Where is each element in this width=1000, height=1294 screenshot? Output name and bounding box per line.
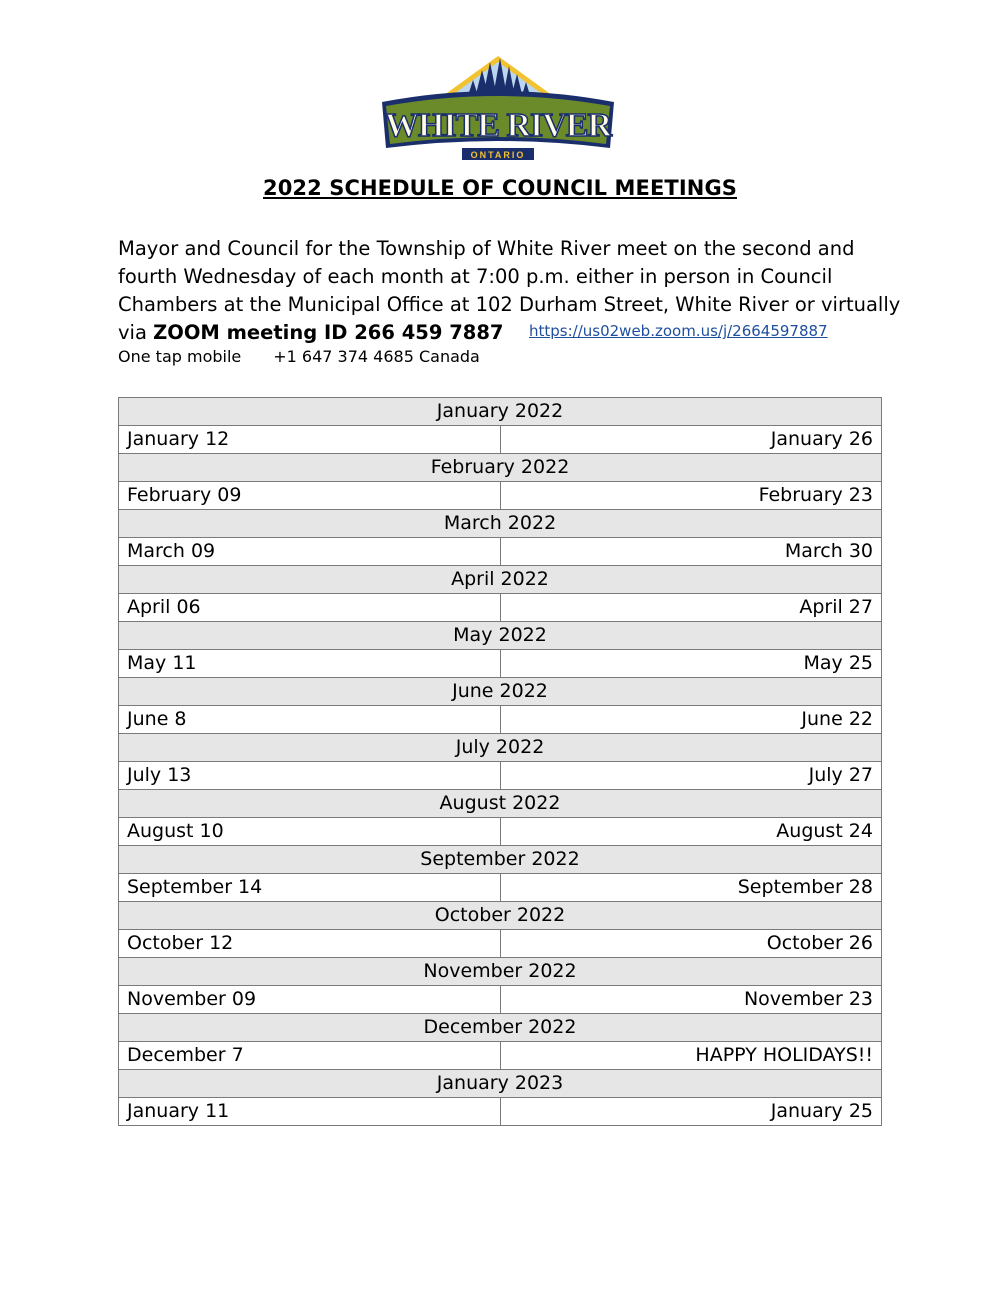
month-header-row: [119, 566, 882, 594]
meeting-dates-row: [119, 1042, 882, 1070]
meeting-dates-row: [119, 818, 882, 846]
first-meeting-date: August 10: [119, 818, 501, 846]
first-meeting-date: May 11: [119, 650, 501, 678]
month-header: July 2022: [119, 734, 882, 762]
meeting-dates-row: [119, 426, 882, 454]
second-meeting-date: November 23: [500, 986, 882, 1014]
first-meeting-date: March 09: [119, 538, 501, 566]
month-header: March 2022: [119, 510, 882, 538]
first-meeting-date: January 11: [119, 1098, 501, 1126]
first-meeting-date: June 8: [119, 706, 501, 734]
meeting-dates-row: [119, 874, 882, 902]
month-header-row: [119, 1070, 882, 1098]
month-header: June 2022: [119, 678, 882, 706]
first-meeting-date: October 12: [119, 930, 501, 958]
tap-mobile: [118, 347, 480, 366]
second-meeting-date: August 24: [500, 818, 882, 846]
month-header: May 2022: [119, 622, 882, 650]
tap-mobile-label: One tap mobile: [118, 347, 242, 366]
first-meeting-date: April 06: [119, 594, 501, 622]
meeting-dates-row: [119, 706, 882, 734]
first-meeting-date: July 13: [119, 762, 501, 790]
white-river-logo: [378, 52, 618, 172]
second-meeting-date: June 22: [500, 706, 882, 734]
month-header-row: [119, 678, 882, 706]
meeting-dates-row: [119, 762, 882, 790]
month-header-row: [119, 398, 882, 426]
intro-line-2: fourth Wednesday of each month at 7:00 p.m. either in person in Council: [118, 265, 833, 288]
month-header-row: [119, 1014, 882, 1042]
second-meeting-date: April 27: [500, 594, 882, 622]
first-meeting-date: September 14: [119, 874, 501, 902]
month-header-row: [119, 734, 882, 762]
first-meeting-date: February 09: [119, 482, 501, 510]
month-header-row: [119, 510, 882, 538]
svg-text:WHITE RIVER: WHITE RIVER: [384, 107, 612, 144]
month-header: August 2022: [119, 790, 882, 818]
month-header-row: [119, 846, 882, 874]
month-header: January 2022: [119, 398, 882, 426]
meeting-dates-row: [119, 482, 882, 510]
meeting-dates-row: [119, 594, 882, 622]
second-meeting-date: March 30: [500, 538, 882, 566]
first-meeting-date: November 09: [119, 986, 501, 1014]
second-meeting-date: May 25: [500, 650, 882, 678]
first-meeting-date: January 12: [119, 426, 501, 454]
zoom-meeting-id: ZOOM meeting ID 266 459 7887: [153, 321, 504, 344]
second-meeting-date: February 23: [500, 482, 882, 510]
meeting-dates-row: [119, 986, 882, 1014]
zoom-link[interactable]: https://us02web.zoom.us/j/2664597887: [529, 322, 828, 340]
month-header-row: [119, 454, 882, 482]
second-meeting-date: January 25: [500, 1098, 882, 1126]
month-header-row: [119, 958, 882, 986]
month-header: December 2022: [119, 1014, 882, 1042]
month-header: April 2022: [119, 566, 882, 594]
month-header: November 2022: [119, 958, 882, 986]
meeting-dates-row: [119, 1098, 882, 1126]
page-title: 2022 SCHEDULE OF COUNCIL MEETINGS: [262, 176, 737, 200]
meeting-dates-row: [119, 650, 882, 678]
second-meeting-date: January 26: [500, 426, 882, 454]
month-header: October 2022: [119, 902, 882, 930]
svg-text:ONTARIO: ONTARIO: [470, 150, 526, 160]
second-meeting-date: July 27: [500, 762, 882, 790]
tap-mobile-number: +1 647 374 4685 Canada: [273, 347, 480, 366]
meeting-dates-row: [119, 930, 882, 958]
intro-line-1: Mayor and Council for the Township of White River meet on the second and: [118, 237, 855, 260]
meeting-dates-row: [119, 538, 882, 566]
month-header-row: [119, 622, 882, 650]
second-meeting-date: HAPPY HOLIDAYS!!: [500, 1042, 882, 1070]
month-header: January 2023: [119, 1070, 882, 1098]
month-header-row: [119, 902, 882, 930]
first-meeting-date: December 7: [119, 1042, 501, 1070]
intro-via: via: [118, 321, 154, 344]
second-meeting-date: October 26: [500, 930, 882, 958]
month-header: September 2022: [119, 846, 882, 874]
month-header: February 2022: [119, 454, 882, 482]
intro-line-3: Chambers at the Municipal Office at 102 Durham Street, White River or virtually: [118, 293, 901, 316]
second-meeting-date: September 28: [500, 874, 882, 902]
meeting-schedule-table: [118, 397, 882, 1126]
month-header-row: [119, 790, 882, 818]
